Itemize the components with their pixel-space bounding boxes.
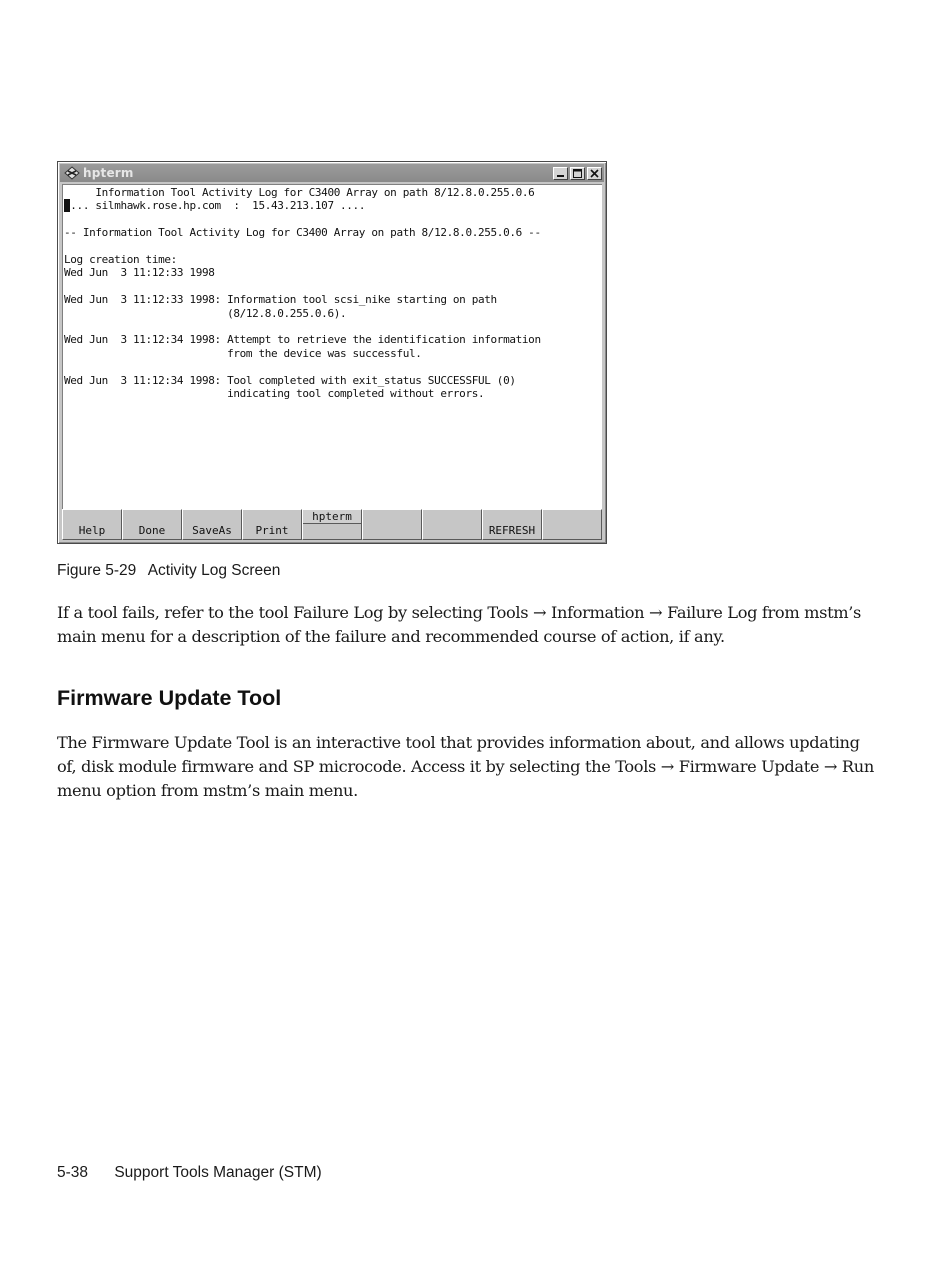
section-heading: Firmware Update Tool [57, 686, 282, 710]
terminal-line: Wed Jun 3 11:12:34 1998: Tool completed with exit_status SUCCESSFUL (0) [64, 373, 516, 387]
terminal-line: Wed Jun 3 11:12:34 1998: Attempt to retrieve the identification information [64, 333, 541, 347]
terminal-output[interactable] [62, 184, 602, 528]
minimize-icon[interactable] [553, 167, 568, 180]
figure-title: Activity Log Screen [147, 562, 281, 579]
title-bar[interactable] [60, 164, 604, 182]
print-button[interactable]: Print [242, 509, 302, 540]
page-number: 5-38 [57, 1164, 89, 1181]
terminal-line: ... silmhawk.rose.hp.com : 15.43.213.107 .... [70, 199, 366, 213]
figure-number: Figure 5-29 [57, 562, 137, 579]
function-key-6[interactable] [362, 509, 422, 540]
function-key-bar [62, 509, 602, 540]
hpterm-key-label: hpterm [303, 510, 361, 524]
done-button[interactable]: Done [122, 509, 182, 540]
refresh-button[interactable]: REFRESH [482, 509, 542, 540]
maximize-icon[interactable] [570, 167, 585, 180]
hpterm-key-button[interactable] [302, 509, 362, 540]
terminal-line: Wed Jun 3 11:12:33 1998 [64, 266, 215, 280]
function-key-9[interactable] [542, 509, 602, 540]
terminal-window [57, 161, 607, 544]
running-title: Support Tools Manager (STM) [114, 1164, 322, 1181]
terminal-line: Wed Jun 3 11:12:33 1998: Information tool scsi_nike starting on path [64, 293, 497, 307]
terminal-line: (8/12.8.0.255.0.6). [64, 306, 347, 320]
terminal-line: Log creation time: [64, 253, 177, 267]
help-button[interactable]: Help [62, 509, 122, 540]
saveas-button[interactable]: SaveAs [182, 509, 242, 540]
firmware-paragraph: The Firmware Update Tool is an interactive tool that provides information about, and allows updating of, disk module firmware and SP microcode. Access it by selecting the Tools → Firmware Update → Run menu option from mstm’s main menu. [57, 733, 874, 800]
function-key-7[interactable] [422, 509, 482, 540]
terminal-line: indicating tool completed without errors. [64, 387, 485, 401]
window-title: hpterm [83, 166, 134, 180]
hp-logo-icon[interactable] [64, 166, 80, 180]
terminal-line: -- Information Tool Activity Log for C3400 Array on path 8/12.8.0.255.0.6 -- [64, 226, 541, 240]
terminal-line: Information Tool Activity Log for C3400 Array on path 8/12.8.0.255.0.6 [64, 186, 535, 199]
close-icon[interactable] [587, 167, 602, 180]
page-footer [57, 1164, 322, 1182]
failure-log-paragraph: If a tool fails, refer to the tool Failure Log by selecting Tools → Information → Failure Log from mstm’s main menu for a description of the failure and recommended course of action, if any. [57, 603, 861, 646]
terminal-line: from the device was successful. [64, 346, 422, 360]
figure-caption [57, 562, 280, 580]
